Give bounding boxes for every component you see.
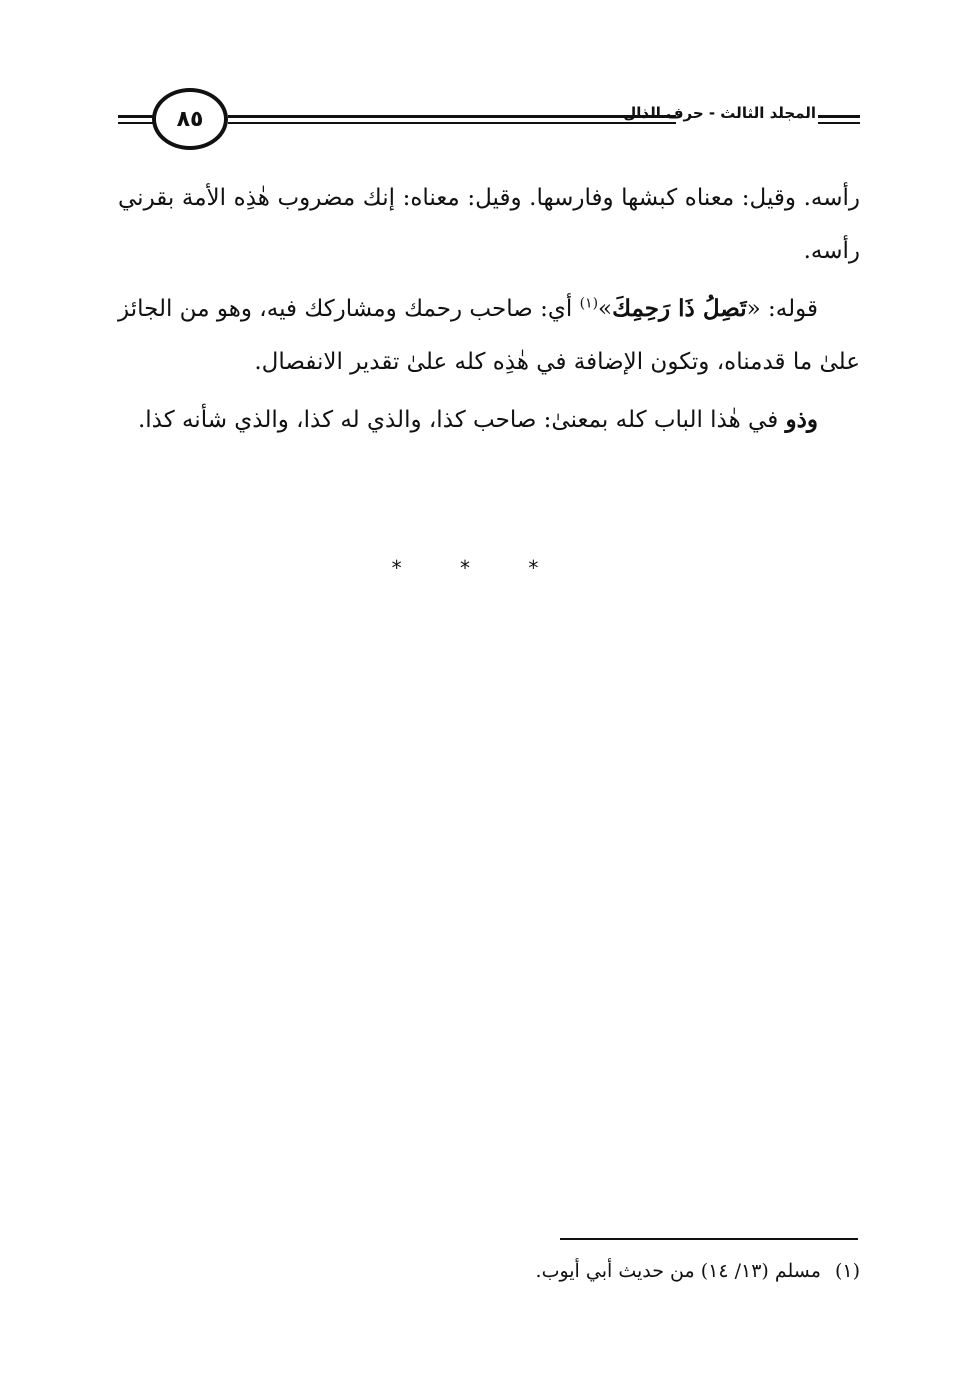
footnote-rule bbox=[560, 1238, 858, 1240]
hadith-quote: تَصِلُ ذَا رَحِمِكَ bbox=[612, 295, 747, 322]
header-rule bbox=[818, 115, 860, 118]
paragraph-text: في هٰذا الباب كله بمعنىٰ: صاحب كذا، والذي له كذا، والذي شأنه كذا. bbox=[137, 407, 786, 433]
section-separator: * * * bbox=[391, 556, 565, 580]
header-rule bbox=[118, 122, 154, 124]
footnote-marker[interactable]: (١) bbox=[579, 295, 599, 312]
header-rule bbox=[818, 122, 860, 124]
quote-close: » bbox=[598, 296, 613, 322]
running-title: المجلد الثالث - حرف الذال bbox=[623, 104, 816, 122]
header-rule bbox=[228, 122, 676, 124]
footnote-number: (١) bbox=[834, 1260, 860, 1282]
header-rule bbox=[118, 115, 154, 118]
header-rule bbox=[228, 115, 676, 118]
main-text bbox=[118, 172, 860, 451]
quote-open: قوله: « bbox=[746, 296, 818, 322]
paragraph bbox=[118, 282, 860, 389]
paragraph bbox=[118, 393, 860, 447]
page-number: ٨٥ bbox=[152, 88, 228, 150]
paragraph-text: أي: صاحب رحمك ومشاركك فيه، وهو من الجائز علىٰ ما قدمناه، وتكون الإضافة في هٰذِه كله علىٰ تقدير الانفصال. bbox=[118, 296, 860, 375]
footnote-text: مسلم (١٣/ ١٤) من حديث أبي أيوب. bbox=[535, 1260, 821, 1282]
running-header bbox=[118, 88, 860, 158]
footnote bbox=[118, 1254, 860, 1288]
bold-term: وذو bbox=[785, 406, 818, 433]
paragraph: رأسه. وقيل: معناه كبشها وفارسها. وقيل: معناه: إنك مضروب هٰذِه الأمة بقرني رأسه. bbox=[118, 185, 860, 264]
